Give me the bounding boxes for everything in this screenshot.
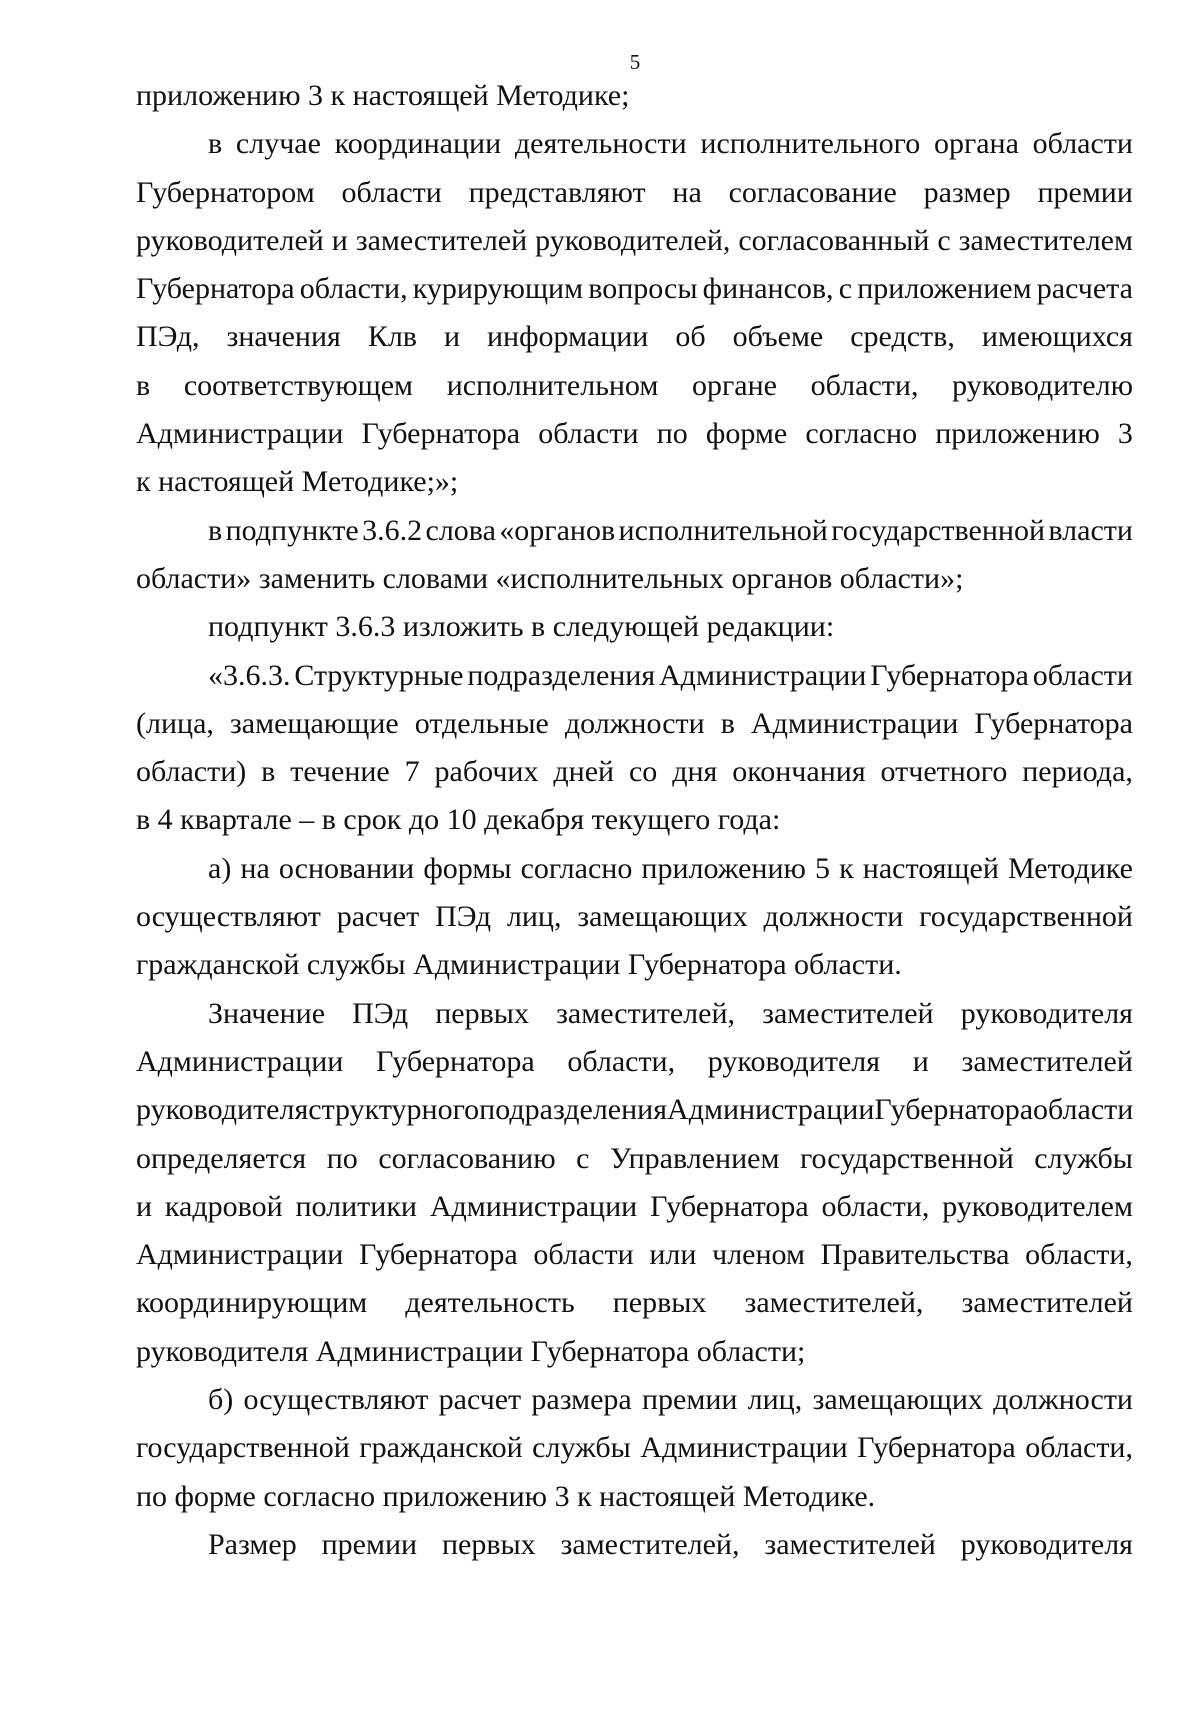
text-line bbox=[136, 893, 1133, 941]
text-line: руководителя Администрации Губернатора области; bbox=[136, 1334, 806, 1368]
text-line bbox=[136, 748, 1133, 796]
word: Правительства bbox=[820, 1238, 1010, 1272]
word: области, bbox=[299, 272, 408, 306]
word: размера bbox=[531, 1383, 632, 1417]
text-line bbox=[136, 1231, 1133, 1279]
word: руководителем bbox=[942, 1189, 1133, 1223]
word: государственной bbox=[799, 1141, 1014, 1175]
word: ПЭд bbox=[352, 996, 409, 1030]
word: руководителя bbox=[960, 1527, 1133, 1561]
word: руководителя bbox=[707, 1044, 881, 1078]
word: области, bbox=[821, 1189, 930, 1223]
word: форме bbox=[705, 417, 788, 451]
text-line bbox=[136, 652, 1133, 700]
text-line: гражданской службы Администрации Губернатора области. bbox=[136, 948, 902, 982]
word: или bbox=[649, 1238, 697, 1272]
document-body bbox=[136, 72, 1133, 1569]
word: размер bbox=[923, 175, 1011, 209]
text-line: приложению 3 к настоящей Методике; bbox=[136, 79, 630, 112]
word: руководителей bbox=[136, 223, 324, 257]
text-line bbox=[136, 120, 1133, 168]
word: заместителей bbox=[764, 1527, 936, 1561]
word: рабочих bbox=[434, 755, 539, 789]
word: течение bbox=[290, 755, 390, 789]
word: ПЭд, bbox=[136, 320, 200, 354]
word: координирующим bbox=[136, 1286, 368, 1320]
word: отчетного bbox=[880, 755, 1008, 789]
word: Губернатором bbox=[136, 175, 315, 209]
word: 5 bbox=[815, 851, 831, 885]
text-line bbox=[136, 410, 1133, 458]
word: курирующим bbox=[412, 272, 584, 306]
text-line bbox=[136, 700, 1133, 748]
word: области, bbox=[567, 1044, 676, 1078]
word: «3.6.3. bbox=[208, 658, 291, 692]
word: соответствующем bbox=[183, 368, 414, 402]
word: дней bbox=[553, 755, 615, 789]
word: Губернатора bbox=[870, 658, 1029, 692]
word: заместителем bbox=[958, 223, 1133, 257]
word: расчет bbox=[438, 1383, 522, 1417]
word: исполнительного bbox=[700, 127, 921, 161]
word: подразделения bbox=[479, 1093, 668, 1127]
word: государственной bbox=[919, 900, 1133, 934]
word: исполнительном bbox=[446, 368, 659, 402]
word: Губернатора bbox=[136, 272, 295, 306]
word: области bbox=[533, 1238, 634, 1272]
word: Администрации bbox=[667, 1093, 875, 1127]
text-line: подпункт 3.6.3 изложить в следующей редакции: bbox=[208, 610, 835, 644]
word: области bbox=[1032, 127, 1133, 161]
text-line: по форме согласно приложению 3 к настоящей Методике. bbox=[136, 1479, 876, 1513]
text-line bbox=[136, 507, 1133, 555]
word: финансов, bbox=[702, 272, 834, 306]
word: 7 bbox=[404, 755, 420, 789]
text-line bbox=[136, 169, 1133, 217]
word: области bbox=[341, 175, 442, 209]
word: области bbox=[1033, 1093, 1134, 1127]
word: в bbox=[720, 706, 735, 740]
word: Губернатора bbox=[874, 1093, 1034, 1127]
word: согласно bbox=[520, 851, 633, 885]
word: должности bbox=[993, 1383, 1133, 1417]
word: осуществляют bbox=[136, 900, 321, 934]
word: расчет bbox=[336, 900, 420, 934]
word: руководителя bbox=[960, 996, 1133, 1030]
word: области, bbox=[1025, 1431, 1133, 1465]
text-line bbox=[136, 265, 1133, 313]
word: окончания bbox=[732, 755, 866, 789]
word: «органов bbox=[499, 513, 616, 547]
word: руководителя bbox=[136, 1093, 309, 1127]
text-line bbox=[136, 1135, 1133, 1183]
word: политики bbox=[295, 1189, 417, 1223]
word: в bbox=[208, 127, 223, 161]
word: подпункте bbox=[225, 513, 359, 547]
word: Губернатора bbox=[359, 1238, 518, 1272]
word: согласование bbox=[728, 175, 897, 209]
word: Структурные bbox=[294, 658, 464, 692]
word: дня bbox=[672, 755, 718, 789]
word: в bbox=[208, 513, 223, 547]
word: Губернатора bbox=[650, 1189, 809, 1223]
word: (лица, bbox=[136, 706, 214, 740]
word: представляют bbox=[468, 175, 646, 209]
word: Администрации bbox=[136, 417, 344, 451]
page-number: 5 bbox=[629, 50, 641, 74]
word: объеме bbox=[732, 320, 824, 354]
word: должности bbox=[763, 900, 904, 934]
word: и bbox=[443, 320, 461, 354]
word: области) bbox=[136, 755, 247, 789]
word: подразделения bbox=[467, 658, 656, 692]
word: лиц, bbox=[506, 900, 562, 934]
word: Администрации bbox=[136, 1044, 344, 1078]
word: с bbox=[576, 1141, 590, 1175]
word: области bbox=[538, 417, 639, 451]
word: значения bbox=[226, 320, 341, 354]
word: формы bbox=[423, 851, 512, 885]
word: слова bbox=[425, 513, 496, 547]
text-line bbox=[136, 313, 1133, 361]
text-line bbox=[136, 845, 1133, 893]
word: с bbox=[838, 272, 853, 306]
word: расчета bbox=[1036, 272, 1133, 306]
word: области bbox=[1032, 658, 1133, 692]
word: по bbox=[656, 417, 688, 451]
word: об bbox=[675, 320, 706, 354]
word: 3 bbox=[1117, 417, 1133, 451]
word: первых bbox=[435, 996, 529, 1030]
word: с bbox=[937, 223, 951, 257]
text-line: области» заменить словами «исполнительных органов области»; bbox=[136, 561, 964, 595]
word: заместителей bbox=[961, 1286, 1133, 1320]
word: Администрации bbox=[136, 1238, 344, 1272]
text-line: в 4 квартале – в срок до 10 декабря текущего года: bbox=[136, 803, 781, 837]
word: заместителей bbox=[355, 223, 528, 257]
word: исполнительной bbox=[618, 513, 828, 547]
word: ПЭд bbox=[435, 900, 492, 934]
word: средств, bbox=[850, 320, 955, 354]
word: власти bbox=[1048, 513, 1133, 547]
word: настоящей bbox=[862, 851, 999, 885]
word: Администрации bbox=[659, 658, 867, 692]
word: заместителей bbox=[762, 996, 934, 1030]
word: государственной bbox=[136, 1431, 350, 1465]
word: службы bbox=[1034, 1141, 1133, 1175]
word: Губернатора bbox=[974, 706, 1133, 740]
word: Методике bbox=[1008, 851, 1133, 885]
word: и bbox=[912, 1044, 929, 1078]
word: государственной bbox=[831, 513, 1046, 547]
word: в bbox=[261, 755, 276, 789]
word: согласно bbox=[805, 417, 918, 451]
word: Администрации bbox=[750, 706, 959, 740]
text-line: к настоящей Методике;»; bbox=[136, 465, 459, 499]
word: на bbox=[240, 851, 270, 885]
word: по bbox=[326, 1141, 358, 1175]
text-line bbox=[136, 217, 1133, 265]
word: периода, bbox=[1022, 755, 1133, 789]
word: Размер bbox=[208, 1527, 297, 1561]
text-line bbox=[136, 1279, 1133, 1327]
word: замещающих bbox=[812, 1383, 983, 1417]
word: 3.6.2 bbox=[362, 513, 423, 547]
word: области, bbox=[810, 368, 919, 402]
word: вопросы bbox=[588, 272, 698, 306]
word: органа bbox=[933, 127, 1019, 161]
word: Клв bbox=[367, 320, 417, 354]
word: руководителей, bbox=[535, 223, 731, 257]
word: деятельности bbox=[514, 127, 687, 161]
word: первых bbox=[612, 1286, 707, 1320]
word: согласованный bbox=[738, 223, 930, 257]
word: премии bbox=[321, 1527, 418, 1561]
word: согласованию bbox=[378, 1141, 556, 1175]
word: премии bbox=[641, 1383, 738, 1417]
word: лиц, bbox=[747, 1383, 803, 1417]
word: первых bbox=[441, 1527, 536, 1561]
word: деятельность bbox=[405, 1286, 575, 1320]
word: замещающих bbox=[577, 900, 748, 934]
text-line bbox=[136, 1424, 1133, 1472]
text-line bbox=[136, 1183, 1133, 1231]
word: заместителей, bbox=[560, 1527, 740, 1561]
word: заместителей bbox=[961, 1044, 1133, 1078]
word: и bbox=[331, 223, 348, 257]
word: руководителю bbox=[952, 368, 1133, 402]
text-line bbox=[136, 1086, 1133, 1134]
text-line bbox=[136, 990, 1133, 1038]
word: гражданской bbox=[359, 1431, 523, 1465]
word: Администрации bbox=[429, 1189, 638, 1223]
word: к bbox=[839, 851, 854, 885]
word: приложением bbox=[857, 272, 1032, 306]
word: Администрации bbox=[640, 1431, 848, 1465]
word: членом bbox=[712, 1238, 805, 1272]
word: со bbox=[628, 755, 658, 789]
word: приложению bbox=[641, 851, 806, 885]
word: области, bbox=[1025, 1238, 1133, 1272]
word: структурного bbox=[308, 1093, 480, 1127]
word: премии bbox=[1037, 175, 1133, 209]
word: координации bbox=[334, 127, 502, 161]
word: случае bbox=[235, 127, 321, 161]
word: отдельные bbox=[414, 706, 549, 740]
text-line bbox=[136, 1521, 1133, 1569]
word: основании bbox=[278, 851, 415, 885]
word: б) bbox=[208, 1383, 234, 1417]
word: Управлением bbox=[610, 1141, 780, 1175]
word: заместителей, bbox=[556, 996, 736, 1030]
word: Значение bbox=[208, 996, 326, 1030]
word: определяется bbox=[136, 1141, 307, 1175]
word: кадровой bbox=[164, 1189, 283, 1223]
text-line bbox=[136, 1376, 1133, 1424]
text-line bbox=[136, 362, 1133, 410]
word: приложению bbox=[935, 417, 1100, 451]
word: осуществляют bbox=[243, 1383, 429, 1417]
word: замещающие bbox=[229, 706, 399, 740]
word: и bbox=[136, 1189, 153, 1223]
word: Губернатора bbox=[857, 1431, 1016, 1465]
word: информации bbox=[487, 320, 649, 354]
word: службы bbox=[532, 1431, 631, 1465]
word: в bbox=[136, 368, 151, 402]
word: а) bbox=[208, 851, 232, 885]
word: заместителей, bbox=[744, 1286, 924, 1320]
text-line bbox=[136, 1038, 1133, 1086]
word: органе bbox=[692, 368, 777, 402]
word: Губернатора bbox=[376, 1044, 535, 1078]
word: Губернатора bbox=[361, 417, 521, 451]
word: имеющихся bbox=[981, 320, 1133, 354]
word: должности bbox=[564, 706, 705, 740]
word: на bbox=[672, 175, 702, 209]
